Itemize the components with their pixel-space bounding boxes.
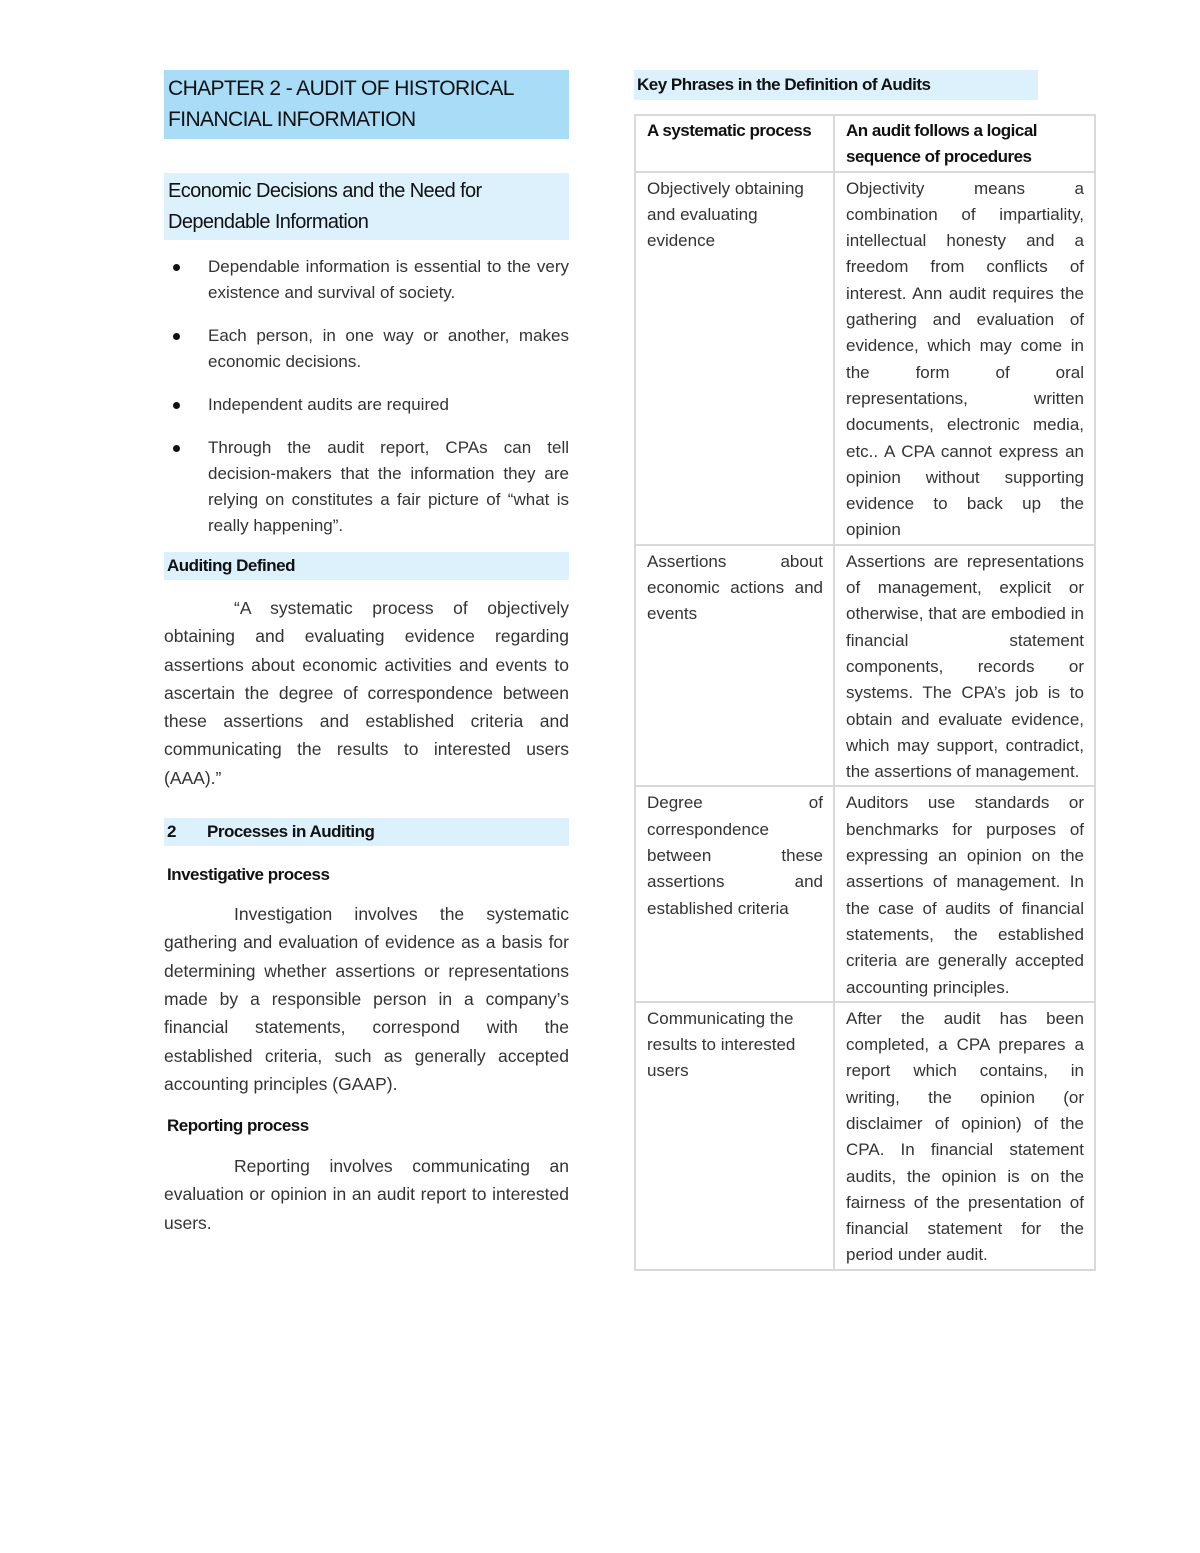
bullet-icon	[173, 264, 180, 271]
key-phrases-heading: Key Phrases in the Definition of Audits	[634, 70, 1038, 100]
investigative-process-text: Investigation involves the systematic gathering and evaluation of evidence as a basis for determining whether assertions or representations made by a responsible person in a company’s financial statements, correspond with the established criteria, such as generally accepted accounting principles (GAAP).	[164, 904, 569, 1094]
table-cell-phrase: Degree of correspondence between these assertions and established criteria	[635, 786, 834, 1001]
list-item	[164, 392, 569, 418]
bullet-text: Independent audits are required	[208, 395, 450, 414]
bullet-text: Each person, in one way or another, makes economic decisions.	[208, 326, 569, 371]
table-header-row	[635, 115, 1095, 172]
reporting-process-text: Reporting involves communicating an evaluation or opinion in an audit report to interested users.	[164, 1156, 569, 1233]
table-cell-phrase: Communicating the results to interested users	[635, 1002, 834, 1270]
table-header-cell: A systematic process	[635, 115, 834, 172]
reporting-process-heading: Reporting process	[167, 1116, 309, 1136]
table-cell-phrase: Objectively obtaining and evaluating evidence	[635, 172, 834, 545]
bullet-icon	[173, 402, 180, 409]
table-cell-explanation: Objectivity means a combination of impartiality, intellectual honesty and a freedom from conflicts of interest. Ann audit requires the gathering and evaluation of evidence, which may come in the form of oral representations, written documents, electronic media, etc.. A CPA cannot express an opinion without supporting evidence to back up the opinion	[834, 172, 1095, 545]
key-phrases-table	[634, 114, 1096, 1271]
economic-decisions-heading: Economic Decisions and the Need for Dependable Information	[164, 173, 569, 240]
table-row	[635, 786, 1095, 1001]
processes-heading	[164, 818, 569, 846]
left-column	[164, 70, 569, 1237]
list-item	[164, 254, 569, 306]
bullet-list	[164, 254, 569, 539]
investigative-process-heading: Investigative process	[167, 865, 330, 885]
table-row	[635, 172, 1095, 545]
bullet-text: Through the audit report, CPAs can tell decision-makers that the information they are relying on constitutes a fair picture of “what is really happening”.	[208, 438, 569, 535]
table-cell-explanation: Auditors use standards or benchmarks for purposes of expressing an opinion on the assertions of management. In the case of audits of financial statements, the established criteria are generally accepted accounting principles.	[834, 786, 1095, 1001]
section-number: 2	[167, 822, 176, 842]
auditing-defined-heading: Auditing Defined	[164, 552, 569, 580]
chapter-title: CHAPTER 2 - AUDIT OF HISTORICAL FINANCIAL INFORMATION	[164, 70, 569, 139]
table-row	[635, 1002, 1095, 1270]
bullet-icon	[173, 333, 180, 340]
table-cell-phrase: Assertions about economic actions and events	[635, 545, 834, 787]
bullet-icon	[173, 445, 180, 452]
list-item	[164, 435, 569, 539]
table-header-cell: An audit follows a logical sequence of procedures	[834, 115, 1095, 172]
processes-heading-text: Processes in Auditing	[207, 822, 375, 842]
table-cell-explanation: After the audit has been completed, a CPA prepares a report which contains, in writing, the opinion (or disclaimer of opinion) of the CPA. In financial statement audits, the opinion is on the fairness of the presentation of financial statement for the period under audit.	[834, 1002, 1095, 1270]
right-column	[634, 70, 1094, 1271]
auditing-definition-quote: “A systematic process of objectively obtaining and evaluating evidence regarding assertions about economic activities and events to ascertain the degree of correspondence between these assertions and established criteria and communicating the results to interested users (AAA).”	[164, 598, 569, 788]
list-item	[164, 323, 569, 375]
table-row	[635, 545, 1095, 787]
bullet-text: Dependable information is essential to the very existence and survival of society.	[208, 257, 569, 302]
table-cell-explanation: Assertions are representations of management, explicit or otherwise, that are embodied in financial statement components, records or systems. The CPA’s job is to obtain and evaluate evidence, which may support, contradict, the assertions of management.	[834, 545, 1095, 787]
